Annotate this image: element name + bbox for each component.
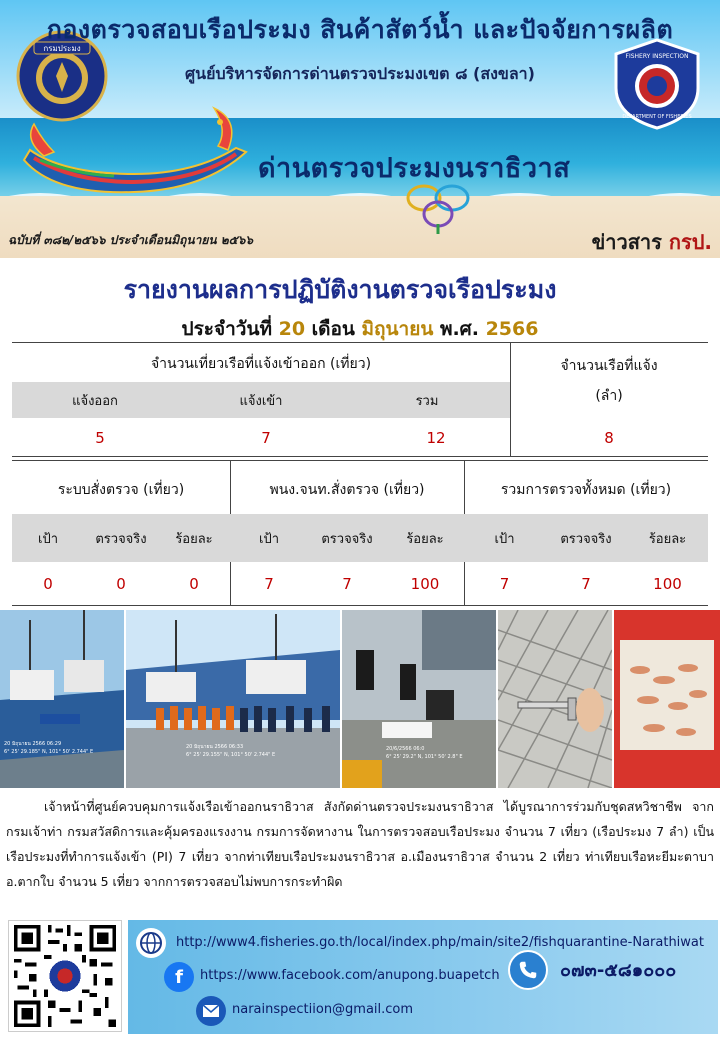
svg-text:กรมประมง: กรมประมง bbox=[43, 44, 81, 53]
svg-text:FISHERY INSPECTION: FISHERY INSPECTION bbox=[625, 53, 689, 60]
boats-header: จำนวนเรือที่แจ้ง bbox=[560, 358, 658, 374]
report-title: รายงานผลการปฏิบัติงานตรวจเรือประมง bbox=[123, 275, 557, 304]
officer-col-target: เป้า bbox=[259, 531, 279, 547]
boats-value: 8 bbox=[604, 429, 614, 447]
svg-text:DEPARTMENT OF FISHERIES: DEPARTMENT OF FISHERIES bbox=[622, 114, 692, 120]
officer-ordered-header: พนง.จนท.สั่งตรวจ (เที่ยว) bbox=[269, 482, 425, 498]
value-notified-in: 7 bbox=[261, 429, 271, 447]
trips-table bbox=[12, 342, 708, 457]
total-value-actual: 7 bbox=[581, 575, 591, 593]
col-notified-in: แจ้งเข้า bbox=[239, 393, 283, 409]
issue-number: ฉบับที่ ๓๘๒/๒๕๖๖ ประจำเดือนมิถุนายน ๒๕๖๖ bbox=[8, 233, 253, 247]
photo-shrimp-catch bbox=[614, 610, 720, 788]
total-inspections-header: รวมการตรวจทั้งหมด (เที่ยว) bbox=[500, 482, 672, 498]
fishery-inspection-seal-logo bbox=[610, 36, 704, 130]
date-month-label: เดือน bbox=[305, 318, 362, 340]
photo-net-measurement bbox=[498, 610, 612, 788]
inspection-table bbox=[12, 460, 708, 606]
report-date bbox=[0, 314, 720, 344]
knot-emblem-logo bbox=[398, 176, 478, 236]
banner bbox=[0, 0, 720, 258]
svg-text:6° 25' 29.2" N, 101° 50' 2.8": 6° 25' 29.2" N, 101° 50' 2.8" E bbox=[386, 754, 463, 760]
col-total: รวม bbox=[415, 393, 439, 409]
date-day: 20 bbox=[278, 318, 306, 340]
total-col-actual: ตรวจจริง bbox=[560, 531, 612, 547]
report-paragraph: เจ้าหน้าที่ศูนย์ควบคุมการแจ้งเรือเข้าออกนราธิวาส สังกัดด่านตรวจประมงนราธิวาส ได้บูรณาการร่วมกับชุดสหวิชาชีพ จากกรมเจ้าท่า กรมสวัสดิการและคุ้มครองแรงงาน กรมการจัดหางาน ในการตรวจสอบเรือประมง จำนวน 7 เที่ยว (เรือประมง 7 ลำ) เป็นเรือประมงที่ทำการแจ้งเข้า (PI) 7 เที่ยว จากท่าเทียบเรือประมงนราธิวาส อ.เมืองนราธิวาส จำนวน 2 เที่ยว ท่าเทียบเรือหะยีมะตาบา อ.ตากใบ จำนวน 5 เที่ยว จากการตรวจสอบไม่พบการกระทำผิด bbox=[6, 799, 714, 889]
system-value-target: 0 bbox=[43, 575, 53, 593]
system-value-actual: 0 bbox=[116, 575, 126, 593]
news-label bbox=[592, 226, 712, 258]
officer-value-target: 7 bbox=[264, 575, 274, 593]
total-value-target: 7 bbox=[499, 575, 510, 593]
system-value-percent: 0 bbox=[189, 575, 199, 593]
svg-text:6° 25' 29.185" N, 101° 50' 2.7: 6° 25' 29.185" N, 101° 50' 2.744" E bbox=[4, 749, 94, 755]
total-col-target: เป้า bbox=[494, 531, 515, 547]
photo-document-check bbox=[342, 610, 496, 788]
total-value-percent: 100 bbox=[653, 575, 682, 593]
date-year: 2566 bbox=[485, 318, 539, 340]
korlae-boat-illustration bbox=[14, 100, 254, 210]
date-month: มิถุนายน bbox=[361, 318, 434, 340]
news-prefix: ข่าวสาร bbox=[591, 230, 669, 254]
office-name: ด่านตรวจประมงนราธิวาส bbox=[258, 153, 571, 184]
svg-text:20/6/2566 06:0: 20/6/2566 06:0 bbox=[386, 746, 425, 752]
date-year-label: พ.ศ. bbox=[433, 318, 486, 340]
email-icon bbox=[196, 996, 226, 1026]
svg-text:6° 25' 29.155" N, 101° 50' 2.7: 6° 25' 29.155" N, 101° 50' 2.744" E bbox=[186, 752, 276, 758]
photo-fishing-boats bbox=[0, 610, 124, 788]
photo-strip bbox=[0, 610, 720, 788]
email-link[interactable]: narainspectiion@gmail.com bbox=[232, 1002, 414, 1017]
news-brand: กรป. bbox=[668, 230, 712, 254]
officer-col-actual: ตรวจจริง bbox=[321, 531, 373, 547]
phone-icon bbox=[508, 950, 548, 990]
trips-header: จำนวนเที่ยวเรือที่แจ้งเข้าออก (เที่ยว) bbox=[150, 356, 372, 372]
svg-text:20 มิถุนายน 2566 06:29: 20 มิถุนายน 2566 06:29 bbox=[4, 741, 62, 747]
officer-value-actual: 7 bbox=[342, 575, 352, 593]
date-prefix: ประจำวันที่ bbox=[181, 318, 279, 340]
photo-inspection-team bbox=[126, 610, 340, 788]
value-notified-out: 5 bbox=[95, 429, 105, 447]
officer-value-percent: 100 bbox=[410, 575, 440, 593]
website-link[interactable]: http://www4.fisheries.go.th/local/index.php/main/site2/fishquarantine-Narathiwat bbox=[176, 935, 704, 950]
phone-number[interactable]: ๐๗๓-๕๘๑๐๐๐ bbox=[560, 960, 677, 981]
facebook-link[interactable]: https://www.facebook.com/anupong.buapetch bbox=[200, 968, 500, 983]
banner-subtitle: ศูนย์บริหารจัดการด่านตรวจประมงเขต ๘ (สงขลา) bbox=[185, 64, 535, 83]
system-col-percent: ร้อยละ bbox=[175, 531, 213, 547]
total-col-percent: ร้อยละ bbox=[648, 531, 687, 547]
value-total: 12 bbox=[426, 429, 446, 447]
banner-title: กองตรวจสอบเรือประมง สินค้าสัตว์น้ำ และปัจจัยการผลิต bbox=[46, 15, 674, 44]
col-notified-out: แจ้งออก bbox=[72, 393, 118, 409]
officer-col-percent: ร้อยละ bbox=[406, 531, 444, 547]
facebook-icon: f bbox=[164, 962, 194, 992]
svg-text:20 มิถุนายน 2566 06:33: 20 มิถุนายน 2566 06:33 bbox=[186, 744, 244, 750]
system-col-target: เป้า bbox=[38, 531, 58, 547]
boats-unit: (ลำ) bbox=[595, 388, 623, 404]
globe-icon bbox=[136, 928, 166, 958]
system-col-actual: ตรวจจริง bbox=[95, 531, 147, 547]
qr-code bbox=[8, 920, 122, 1032]
system-ordered-header: ระบบสั่งตรวจ (เที่ยว) bbox=[57, 482, 185, 498]
